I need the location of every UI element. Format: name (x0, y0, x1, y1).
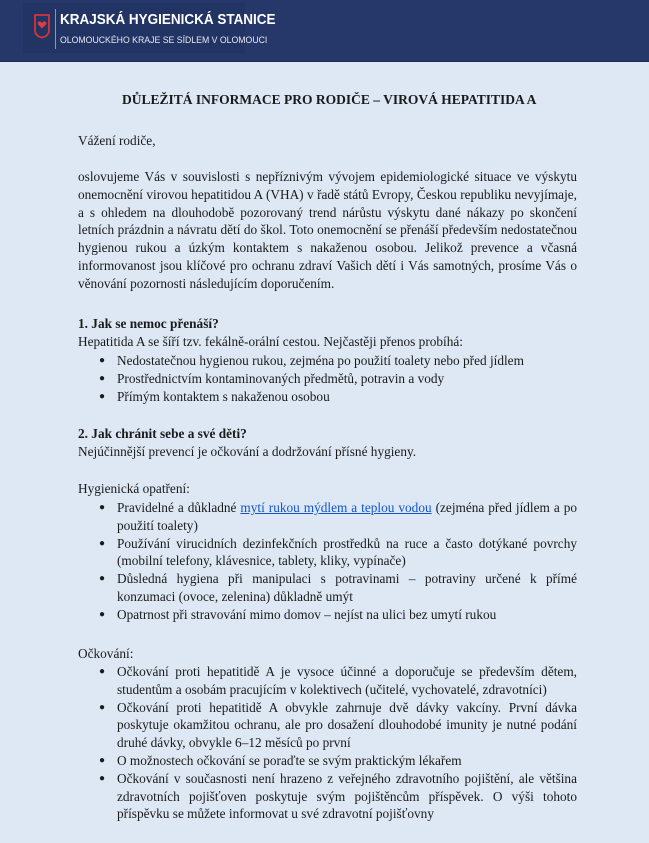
shield-heart-icon (33, 13, 51, 39)
section1-heading: 1. Jak se nemoc přenáší? (78, 316, 219, 331)
greeting: Vážení rodiče, (78, 133, 156, 148)
bullet-icon: ● (99, 608, 106, 620)
list-item: ● Opatrnost při stravování mimo domov – nejíst na ulici bez umytí rukou (99, 606, 497, 622)
list-item: ● Očkování proti hepatitidě A je vysoce účinné a doporučuje se především dětem, studentům a osobám pracujícím v kolektivech (učitelé, vychovatelé, zdravotníci) (99, 664, 577, 697)
list-item: ● Očkování v současnosti není hrazeno z veřejného zdravotního pojištění, ale většina zdravotních pojišťoven poskytuje svým pojištěncům příspěvek. O výši tohoto příspěvku se můžete informovat u své zdravotní pojišťovny (99, 770, 577, 822)
list-item: ● Očkování proti hepatitidě A obvykle zahrnuje dvě dávky vakcíny. První dávka poskytuje okamžitou ochranu, ale pro dosažení dlouhodobé imunity je nutné podání druhé dávky, obvykle 6–12 měsíců po první (99, 699, 577, 751)
transmission-list (78, 352, 577, 405)
org-logo[interactable] (23, 3, 276, 53)
hygiene-list (78, 499, 577, 624)
document-title: DŮLEŽITÁ INFORMACE PRO RODIČE – VIROVÁ HEPATITIDA A (122, 92, 537, 107)
bullet-icon: ● (99, 372, 106, 384)
hygiene-label: Hygienická opatření: (78, 481, 190, 496)
vaccination-label: Očkování: (78, 646, 134, 661)
org-subtitle: OLOMOUCKÉHO KRAJE SE SÍDLEM V OLOMOUCI (60, 34, 268, 45)
bullet-icon: ● (99, 502, 106, 513)
section1-text: Hepatitida A se šíří tzv. fekálně-orální cestou. Nejčastěji přenos probíhá: (78, 334, 463, 349)
intro-paragraph: oslovujeme Vás v souvislosti s nepříznivým vývojem epidemiologické situace ve výskytu onemocnění virovou hepatitidou A (VHA) v řadě států Evropy, Českou republiku nevyjímaje, a s ohledem na dlouhodobě pozorovaný trend nárůstu výskytu dané nákazy po skončení letních prázdnin a návratu dětí do škol. Toto onemocnění se přenáší především nedostatečnou hygienou rukou a úzkým kontaktem s nakaženou osobou. Jelikož prevence a včasná informovanost jsou klíčové pro ochranu zdraví Vašich dětí i Vás samotných, prosíme Vás o věnování pozornosti následujícím doporučením. (78, 169, 577, 291)
list-item: ● Přímým kontaktem s nakaženou osobou (99, 388, 330, 404)
section2-text: Nejúčinnější prevencí je očkování a dodržování přísné hygieny. (78, 444, 417, 459)
bullet-icon: ● (99, 666, 106, 677)
org-name: KRAJSKÁ HYGIENICKÁ STANICE (60, 12, 276, 28)
bullet-icon: ● (99, 754, 106, 766)
list-item: ● O možnostech očkování se poraďte se svým praktickým lékařem (99, 752, 462, 768)
bullet-icon: ● (99, 701, 106, 713)
list-item: ● Nedostatečnou hygienou rukou, zejména po použití toalety nebo před jídlem (99, 353, 524, 368)
bullet-icon: ● (99, 772, 106, 784)
list-item: ● Důsledná hygiena při manipulaci s potravinami – potraviny určené k přímé konzumaci (ovoce, zelenina) důkladně umýt (99, 571, 577, 604)
vaccination-list (78, 663, 577, 823)
list-item: ● Používání virucidních dezinfekčních prostředků na ruce a často dotýkané povrchy (mobilní telefony, klávesnice, tablety, kliky, vypínače) (99, 535, 577, 569)
bullet-icon: ● (99, 355, 106, 366)
logo-divider (55, 9, 56, 49)
bullet-icon: ● (99, 537, 106, 549)
handwashing-link[interactable]: mytí rukou mýdlem a teplou vodou (240, 500, 432, 515)
bullet-icon: ● (99, 390, 106, 402)
list-item: ● Pravidelné a důkladné mytí rukou mýdlem a teplou vodou (zejména před jídlem a po použití toalety) (99, 500, 577, 533)
list-item: ● Prostřednictvím kontaminovaných předmětů, potravin a vody (99, 370, 445, 386)
bullet-icon: ● (99, 573, 106, 585)
section2-heading: 2. Jak chránit sebe a své děti? (78, 426, 247, 441)
header-bar (0, 0, 649, 62)
